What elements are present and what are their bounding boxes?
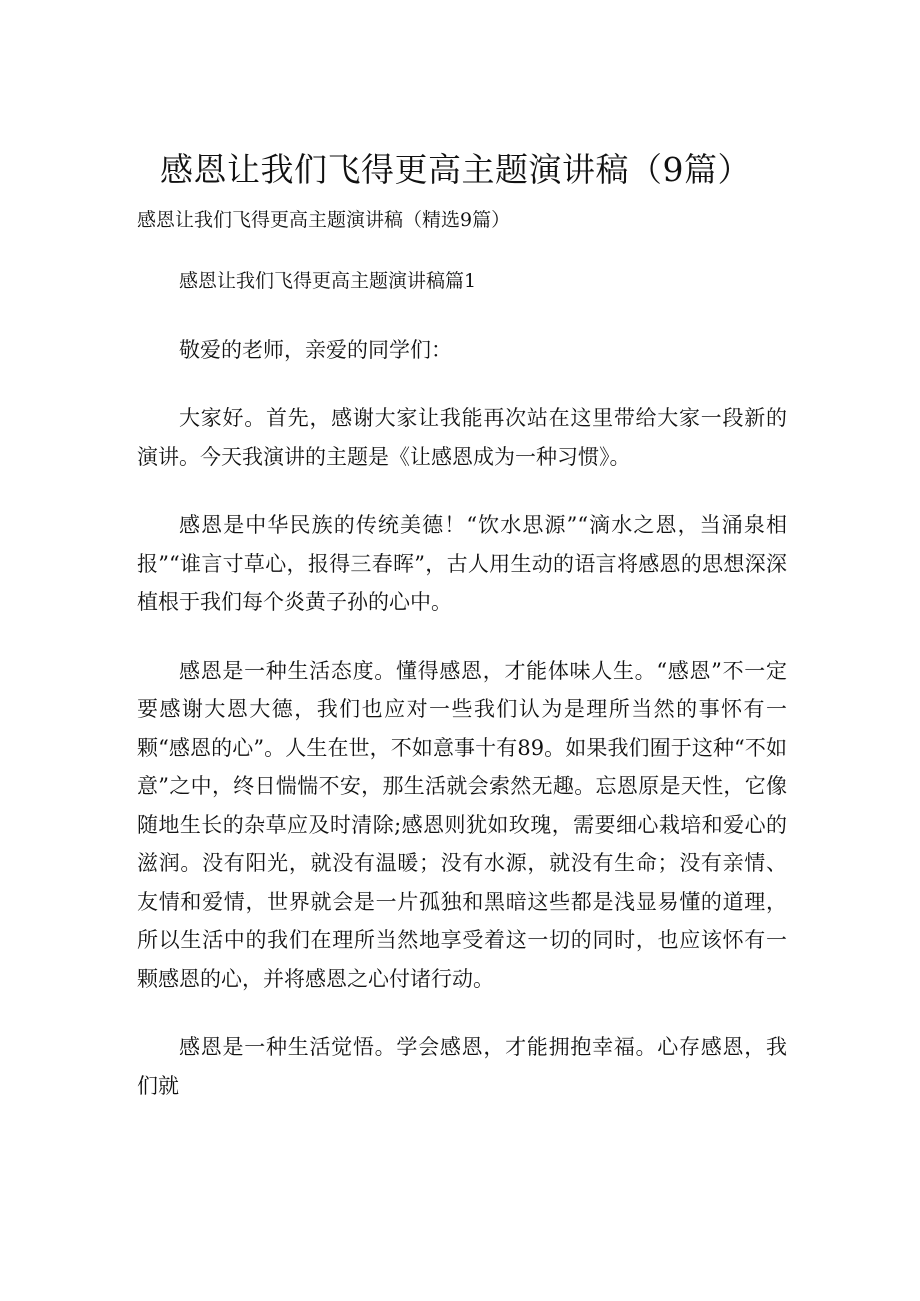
salutation-paragraph: 敬爱的老师，亲爱的同学们： (179, 337, 452, 362)
document-subtitle: 感恩让我们飞得更高主题演讲稿（精选9篇） (137, 209, 511, 231)
body-paragraph: 感恩是中华民族的传统美德！“饮水思源”“滴水之恩，当涌泉相报”“谁言寸草心，报得三春晖”，古人用生动的语言将感恩的思想深深植根于我们每个炎黄子孙的心中。 (137, 513, 787, 614)
body-paragraph: 感恩是一种生活觉悟。学会感恩，才能拥抱幸福。心存感恩，我们就 (137, 1035, 787, 1098)
body-paragraph: 大家好。首先，感谢大家让我能再次站在这里带给大家一段新的演讲。今天我演讲的主题是《让感恩成为一种习惯》。 (137, 406, 787, 469)
document-body (137, 262, 787, 1135)
document-title: 感恩让我们飞得更高主题演讲稿（9篇） (160, 150, 751, 189)
body-paragraph: 感恩是一种生活态度。懂得感恩，才能体味人生。“感恩”不一定要感谢大恩大德，我们也应对一些我们认为是理所当然的事怀有一颗“感恩的心”。人生在世，不如意事十有89。如果我们囿于这种“不如意”之中，终日惴惴不安，那生活就会索然无趣。忘恩原是天性，它像随地生长的杂草应及时清除;感恩则犹如玫瑰，需要细心栽培和爱心的滋润。没有阳光，就没有温暖；没有水源，就没有生命；没有亲情、友情和爱情，世界就会是一片孤独和黑暗这些都是浅显易懂的道理，所以生活中的我们在理所当然地享受着这一切的同时，也应该怀有一颗感恩的心，并将感恩之心付诸行动。 (137, 658, 787, 991)
section-heading: 感恩让我们飞得更高主题演讲稿篇1 (179, 270, 477, 292)
